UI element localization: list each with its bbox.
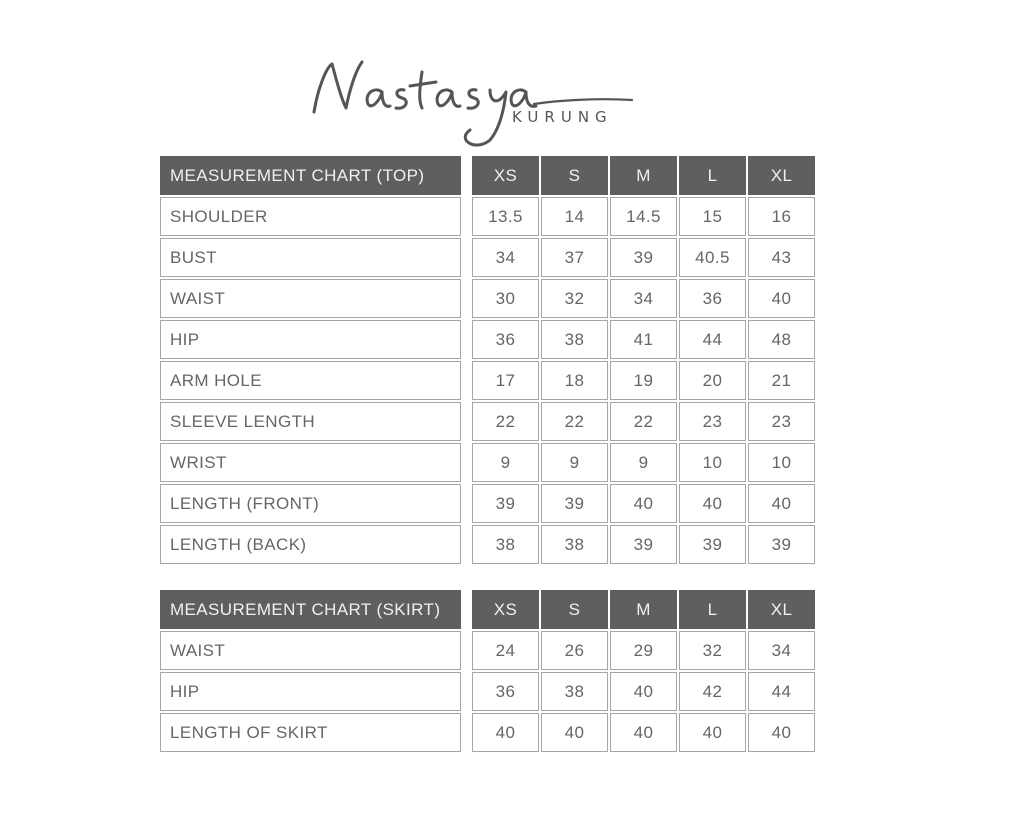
measurement-cell: 37 (541, 238, 608, 277)
measurement-cell: 40 (679, 713, 746, 752)
measurement-cell: 36 (472, 320, 539, 359)
measurement-cell: 39 (748, 525, 815, 564)
measurement-cell: 23 (748, 402, 815, 441)
size-header-m: M (610, 590, 677, 629)
measurement-cell: 10 (748, 443, 815, 482)
size-header-xl: XL (748, 590, 815, 629)
row-label: LENGTH (BACK) (160, 525, 461, 564)
measurement-cell: 14 (541, 197, 608, 236)
measurement-cell: 32 (541, 279, 608, 318)
measurement-cell: 38 (472, 525, 539, 564)
measurement-cell: 39 (472, 484, 539, 523)
measurement-cell: 9 (472, 443, 539, 482)
measurement-cell: 38 (541, 320, 608, 359)
size-header-s: S (541, 590, 608, 629)
measurement-cell: 22 (472, 402, 539, 441)
measurement-cell: 40 (748, 279, 815, 318)
skirt-table-title: MEASUREMENT CHART (SKIRT) (160, 590, 461, 629)
size-header-s: S (541, 156, 608, 195)
measurement-cell: 41 (610, 320, 677, 359)
measurement-cell: 23 (679, 402, 746, 441)
measurement-cell: 19 (610, 361, 677, 400)
row-label: WAIST (160, 631, 461, 670)
size-header-l: L (679, 590, 746, 629)
measurement-cell: 38 (541, 672, 608, 711)
measurement-cell: 44 (679, 320, 746, 359)
measurement-cell: 40 (472, 713, 539, 752)
row-label: LENGTH OF SKIRT (160, 713, 461, 752)
measurement-cell: 39 (610, 525, 677, 564)
brand-logo-script (300, 48, 640, 148)
measurement-cell: 9 (610, 443, 677, 482)
measurement-cell: 43 (748, 238, 815, 277)
measurement-cell: 39 (679, 525, 746, 564)
measurement-cell: 17 (472, 361, 539, 400)
measurement-cell: 36 (679, 279, 746, 318)
measurement-cell: 15 (679, 197, 746, 236)
measurement-cell: 22 (541, 402, 608, 441)
measurement-cell: 22 (610, 402, 677, 441)
row-label: SLEEVE LENGTH (160, 402, 461, 441)
measurement-cell: 44 (748, 672, 815, 711)
measurement-cell: 40 (610, 484, 677, 523)
measurement-cell: 40 (541, 713, 608, 752)
measurement-cell: 36 (472, 672, 539, 711)
row-label: BUST (160, 238, 461, 277)
measurement-cell: 20 (679, 361, 746, 400)
row-label: LENGTH (FRONT) (160, 484, 461, 523)
measurement-cell: 18 (541, 361, 608, 400)
measurement-cell: 40 (748, 713, 815, 752)
size-header-xs: XS (472, 590, 539, 629)
measurement-cell: 13.5 (472, 197, 539, 236)
brand-tagline: KURUNG (512, 108, 613, 126)
row-label: HIP (160, 320, 461, 359)
measurement-cell: 10 (679, 443, 746, 482)
size-header-xl: XL (748, 156, 815, 195)
measurement-cell: 40.5 (679, 238, 746, 277)
measurement-cell: 34 (472, 238, 539, 277)
size-header-m: M (610, 156, 677, 195)
size-header-xs: XS (472, 156, 539, 195)
size-header-l: L (679, 156, 746, 195)
row-label: WRIST (160, 443, 461, 482)
measurement-cell: 40 (610, 713, 677, 752)
measurement-cell: 30 (472, 279, 539, 318)
measurement-cell: 39 (610, 238, 677, 277)
measurement-cell: 9 (541, 443, 608, 482)
measurement-cell: 21 (748, 361, 815, 400)
measurement-cell: 14.5 (610, 197, 677, 236)
measurement-cell: 34 (748, 631, 815, 670)
row-label: ARM HOLE (160, 361, 461, 400)
measurement-cell: 16 (748, 197, 815, 236)
measurement-cell: 42 (679, 672, 746, 711)
measurement-cell: 34 (610, 279, 677, 318)
brand-logo (300, 48, 640, 148)
measurement-cell: 38 (541, 525, 608, 564)
row-label: SHOULDER (160, 197, 461, 236)
measurement-cell: 32 (679, 631, 746, 670)
measurement-cell: 29 (610, 631, 677, 670)
measurement-cell: 48 (748, 320, 815, 359)
measurement-cell: 40 (748, 484, 815, 523)
top-table-title: MEASUREMENT CHART (TOP) (160, 156, 461, 195)
row-label: HIP (160, 672, 461, 711)
measurement-cell: 39 (541, 484, 608, 523)
measurement-cell: 24 (472, 631, 539, 670)
measurement-cell: 40 (610, 672, 677, 711)
measurement-cell: 26 (541, 631, 608, 670)
row-label: WAIST (160, 279, 461, 318)
measurement-cell: 40 (679, 484, 746, 523)
